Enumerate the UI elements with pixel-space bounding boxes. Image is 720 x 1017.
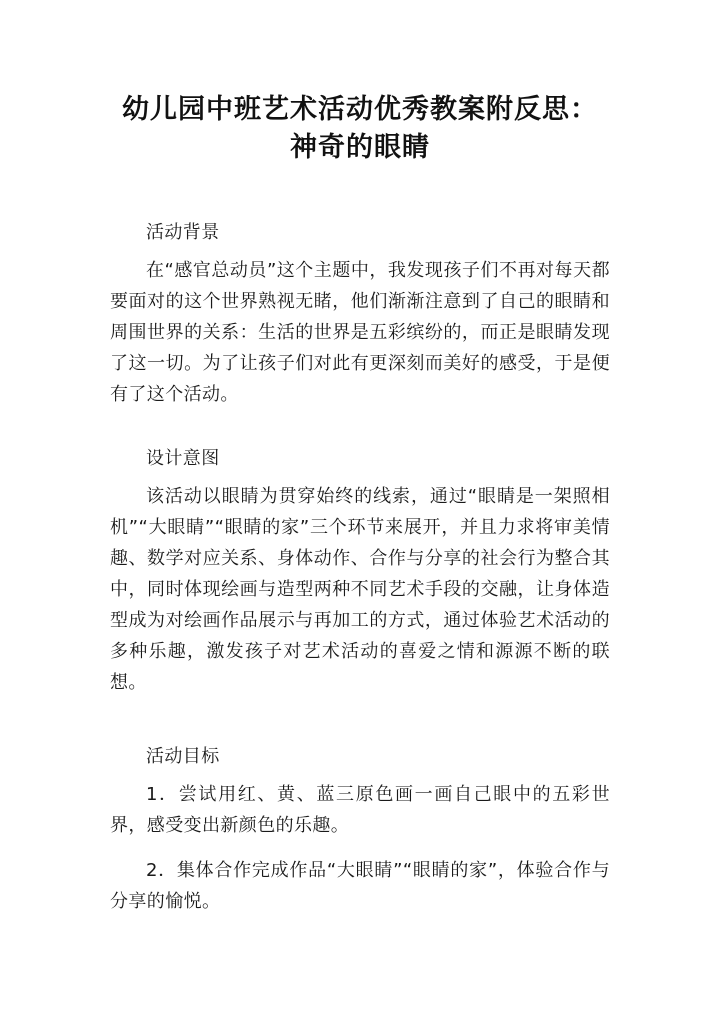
- section-body-background: 在“感官总动员”这个主题中，我发现孩子们不再对每天都要面对的这个世界熟视无睹，他们渐渐注意到了自己的眼睛和周围世界的关系：生活的世界是五彩缤纷的，而正是眼睛发现了这一切。为了让孩子们对此有更深刻而美好的感受，于是便有了这个活动。: [110, 260, 610, 405]
- document-title-line2: 神奇的眼睛: [290, 132, 430, 163]
- section-heading-design: 设计意图: [146, 448, 220, 469]
- goal-item-2: 2．集体合作完成作品“大眼睛”“眼睛的家”，体验合作与分享的愉悦。: [110, 860, 610, 912]
- goal-item-1: 1．尝试用红、黄、蓝三原色画一画自己眼中的五彩世界，感受变出新颜色的乐趣。: [110, 784, 610, 836]
- section-heading-background: 活动背景: [146, 222, 220, 243]
- section-body-design: 该活动以眼睛为贯穿始终的线索，通过“眼睛是一架照相机”“大眼睛”“眼睛的家”三个环节来展开，并且力求将审美情趣、数学对应关系、身体动作、合作与分享的社会行为整合其中，同时体现绘画与造型两种不同艺术手段的交融，让身体造型成为对绘画作品展示与再加工的方式，通过体验艺术活动的多种乐趣，激发孩子对艺术活动的喜爱之情和源源不断的联想。: [110, 486, 610, 693]
- document-title-line1: 幼儿园中班艺术活动优秀教案附反思：: [122, 94, 598, 125]
- section-heading-goals: 活动目标: [146, 746, 220, 767]
